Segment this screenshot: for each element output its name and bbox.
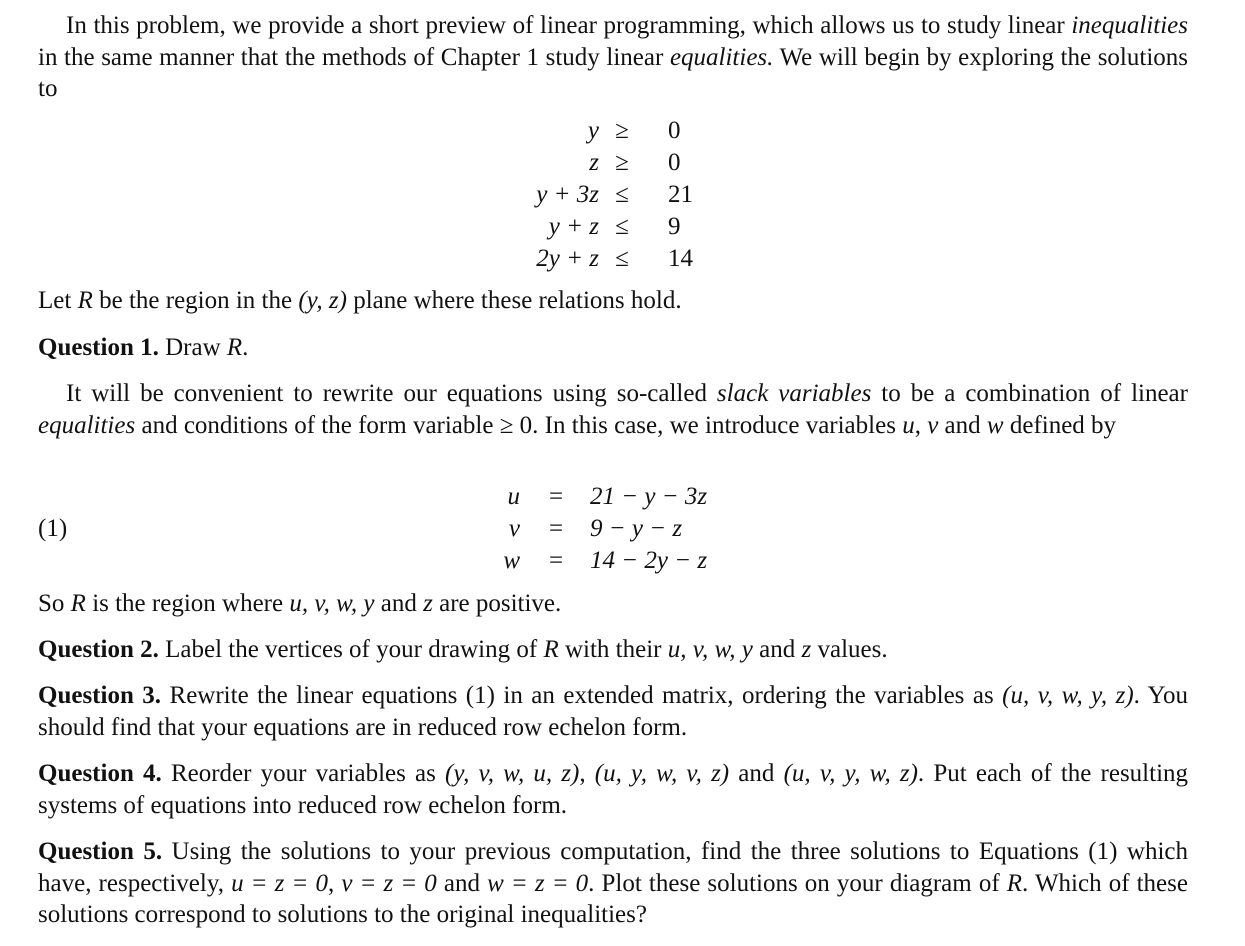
so-r-var-z: z xyxy=(423,590,433,617)
slack-text-3: and conditions of the form variable ≥ 0. In this case, we introduce variables xyxy=(135,411,903,439)
intro-text-1: In this problem, we provide a short preview of linear programming, which allows us to study linear xyxy=(66,12,1072,39)
intro-emphasis-equalities: equalities. xyxy=(669,43,774,71)
inequality-lhs: 2y + z xyxy=(536,245,599,272)
question-2 xyxy=(38,634,1188,666)
question-2-var-z: z xyxy=(801,636,812,663)
inequality-relation: ≤ xyxy=(615,213,629,240)
question-1 xyxy=(38,332,1188,364)
slack-equation-relation: = xyxy=(548,547,564,574)
question-5-sep-2: and xyxy=(436,869,488,897)
question-5-region-symbol: R xyxy=(1006,869,1023,897)
question-2-variables: u, v, w, y xyxy=(667,636,753,663)
question-3 xyxy=(38,680,1188,743)
question-5-text-1: Using the solutions to your previous computation, find the three solutions to Equations (1) which have, respectively, xyxy=(38,838,1188,897)
question-5-text-2: . Plot these solutions on your diagram of xyxy=(588,869,1007,897)
slack-emphasis-equalities: equalities xyxy=(38,411,136,439)
question-3-text-1: Rewrite the linear equations (1) in an extended matrix, ordering the variables as xyxy=(161,682,1003,709)
inequality-lhs: z xyxy=(589,149,599,176)
slack-equation-relation: = xyxy=(548,483,564,510)
slack-equation-lhs: u xyxy=(507,483,520,510)
question-4-text-1: Reorder your variables as xyxy=(161,760,446,787)
question-2-text-1: Label the vertices of your drawing of xyxy=(158,636,544,663)
intro-text-3: We will begin by exploring the solutions to xyxy=(38,43,1188,102)
intro-paragraph xyxy=(38,10,1188,105)
slack-text-1: It will be convenient to rewrite our equations using so-called xyxy=(66,380,717,407)
question-4-order-3: (u, v, y, w, z) xyxy=(783,760,918,787)
inequality-lhs: y + 3z xyxy=(536,181,599,208)
question-3-label: Question 3. xyxy=(38,682,162,709)
question-5-label: Question 5. xyxy=(38,838,163,865)
question-5-sep-1: , xyxy=(327,869,342,897)
question-1-label: Question 1. xyxy=(38,334,159,361)
inequality-rhs: 0 xyxy=(668,117,681,144)
question-4-label: Question 4. xyxy=(38,760,162,787)
question-4-comma: , xyxy=(579,760,595,787)
slack-equation-rhs: 21 − y − 3z xyxy=(590,483,708,510)
slack-comma: , xyxy=(914,411,928,439)
slack-var-v: v xyxy=(927,411,939,439)
slack-var-w: w xyxy=(986,411,1004,439)
slack-equation-relation: = xyxy=(548,515,564,542)
intro-emphasis-inequalities: inequalities xyxy=(1071,12,1188,39)
slack-text-4: defined by xyxy=(1003,411,1117,439)
so-r-text-1: So xyxy=(38,590,71,617)
inequality-relation: ≤ xyxy=(615,245,629,272)
question-5-condition-1: u = z = 0 xyxy=(231,869,328,897)
equation-number: (1) xyxy=(38,515,68,542)
slack-paragraph xyxy=(38,378,1188,441)
region-text-2: be the region in the xyxy=(92,287,299,314)
inequality-relation: ≥ xyxy=(615,117,629,144)
region-positive-paragraph xyxy=(38,588,1188,620)
region-paragraph xyxy=(38,285,1188,317)
inequality-lhs: y xyxy=(587,117,599,144)
question-5-text-3: . Which of these solutions correspond to solutions to the original inequalities? xyxy=(38,869,1188,928)
inequality-lhs: y + z xyxy=(548,213,599,240)
question-4 xyxy=(38,758,1188,821)
intro-text-2: in the same manner that the methods of Chapter 1 study linear xyxy=(38,43,670,71)
so-r-variables: u, v, w, y xyxy=(289,590,375,617)
inequality-rhs: 14 xyxy=(668,245,693,272)
slack-equation-lhs: v xyxy=(508,515,520,542)
so-r-region-symbol: R xyxy=(70,590,86,617)
question-1-region-symbol: R xyxy=(226,334,243,361)
question-4-order-1: (y, v, w, u, z) xyxy=(445,760,580,787)
inequality-rhs: 9 xyxy=(668,213,681,240)
question-1-text-2: . xyxy=(242,334,249,361)
inequality-relation: ≤ xyxy=(615,181,629,208)
region-text-1: Let xyxy=(38,287,78,314)
so-r-text-2: is the region where xyxy=(85,590,290,617)
question-4-order-2: (u, y, w, v, z) xyxy=(594,760,730,787)
question-4-text-2: . Put each of the resulting systems of equations into reduced row echelon form. xyxy=(38,760,1189,819)
so-r-text-3: are positive. xyxy=(432,590,562,617)
so-r-and: and xyxy=(374,590,424,617)
question-3-variable-order: (u, v, w, y, z) xyxy=(1002,682,1134,709)
region-plane-pair: (y, z) xyxy=(298,287,347,314)
question-5-condition-2: v = z = 0 xyxy=(341,869,437,897)
slack-text-2: to be a combination of linear xyxy=(871,380,1188,407)
question-1-text-1: Draw xyxy=(158,334,227,361)
question-3-text-2: . You should find that your equations are in reduced row echelon form. xyxy=(38,682,1188,741)
question-2-label: Question 2. xyxy=(38,636,159,663)
region-text-3: plane where these relations hold. xyxy=(346,287,682,314)
slack-emphasis: slack variables xyxy=(716,380,872,407)
question-4-and: and xyxy=(729,760,784,787)
slack-equation-rhs: 9 − y − z xyxy=(590,515,683,542)
region-symbol: R xyxy=(77,287,93,314)
question-5-condition-3: w = z = 0 xyxy=(487,869,589,897)
slack-var-u: u xyxy=(902,411,915,439)
inequality-rhs: 21 xyxy=(668,181,693,208)
question-2-and: and xyxy=(752,636,802,663)
question-2-region-symbol: R xyxy=(543,636,559,663)
slack-and: and xyxy=(938,411,987,439)
slack-equation-lhs: w xyxy=(503,547,520,574)
question-5 xyxy=(38,836,1188,931)
slack-equation-rhs: 14 − 2y − z xyxy=(590,547,708,574)
inequality-rhs: 0 xyxy=(668,149,681,176)
question-2-text-3: values. xyxy=(811,636,888,663)
inequality-relation: ≥ xyxy=(615,149,629,176)
question-2-text-2: with their xyxy=(558,636,668,663)
